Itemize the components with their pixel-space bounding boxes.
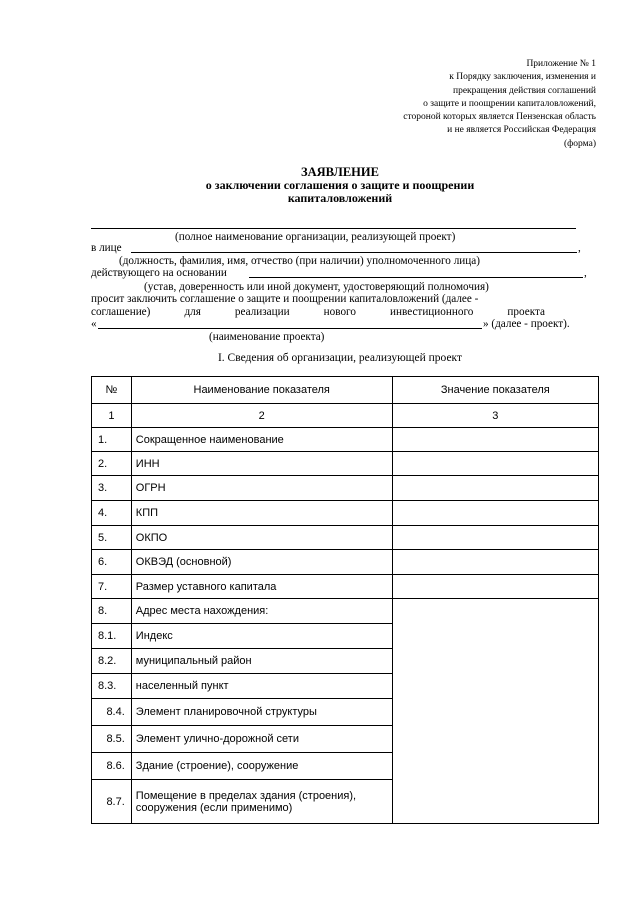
table-row — [92, 575, 599, 599]
project-name-caption: (наименование проекта) — [209, 331, 325, 343]
row-value-cell[interactable] — [392, 476, 598, 501]
in-person-label: в лице — [91, 242, 122, 254]
org-name-caption: (полное наименование организации, реализующей проект) — [175, 231, 456, 243]
row-number: 7. — [92, 575, 132, 599]
header-indicator-name: Наименование показателя — [131, 377, 392, 404]
header-number: № — [92, 377, 132, 404]
table-row — [92, 428, 599, 452]
basis-field[interactable] — [249, 277, 583, 278]
row-number: 6. — [92, 550, 132, 575]
table-numbering-row — [92, 404, 599, 428]
row-value-cell[interactable] — [392, 501, 598, 526]
row-indicator-name: Адрес места нахождения: — [131, 599, 392, 624]
basis-caption: (устав, доверенность или иной документ, удостоверяющий полномочия) — [144, 281, 489, 293]
document-heading — [90, 166, 590, 205]
address-value-cell[interactable] — [392, 599, 598, 824]
document-title: ЗАЯВЛЕНИЕ — [301, 165, 379, 179]
row-value-cell[interactable] — [392, 452, 598, 476]
row-number: 3. — [92, 476, 132, 501]
row-indicator-name: Помещение в пределах здания (строения), сооружения (если применимо) — [131, 780, 392, 824]
person-caption: (должность, фамилия, имя, отчество (при наличии) уполномоченного лица) — [119, 255, 480, 267]
appendix-line: к Порядку заключения, изменения и — [449, 72, 596, 83]
row-indicator-name: Здание (строение), сооружение — [131, 753, 392, 780]
basis-comma: , — [584, 267, 587, 279]
row-number: 8.4. — [92, 699, 132, 726]
row-indicator-name: Размер уставного капитала — [131, 575, 392, 599]
section-title: I. Сведения об организации, реализующей проект — [217, 352, 463, 364]
appendix-note — [336, 58, 596, 151]
quote-open: « — [91, 318, 97, 330]
row-indicator-name: ИНН — [131, 452, 392, 476]
row-value-cell[interactable] — [392, 575, 598, 599]
request-word: для — [184, 306, 201, 318]
basis-label: действующего на основании — [91, 267, 227, 279]
request-word: инвестиционного — [390, 306, 474, 318]
row-number: 4. — [92, 501, 132, 526]
document-subtitle: о заключении соглашения о защите и поощрении — [205, 178, 475, 192]
request-word: реализации — [234, 306, 290, 318]
table-row — [92, 452, 599, 476]
request-word: соглашение) — [91, 306, 151, 318]
row-value-cell[interactable] — [392, 550, 598, 575]
row-number: 8.7. — [92, 780, 132, 824]
appendix-line: стороной которых является Пензенская область — [403, 112, 596, 123]
person-field[interactable] — [131, 252, 577, 253]
row-number: 1. — [92, 428, 132, 452]
row-number: 8.2. — [92, 649, 132, 674]
request-text-line1: просит заключить соглашение о защите и поощрении капиталовложений (далее - — [91, 293, 479, 305]
appendix-line: Приложение № 1 — [526, 59, 596, 69]
header-indicator-value: Значение показателя — [392, 377, 598, 404]
request-text-line2 — [91, 305, 545, 319]
row-value-cell[interactable] — [392, 428, 598, 452]
table-row — [92, 526, 599, 550]
table-row — [92, 501, 599, 526]
row-indicator-name: Элемент улично-дорожной сети — [131, 726, 392, 753]
request-word: проекта — [507, 306, 545, 318]
in-person-comma: , — [578, 242, 581, 254]
row-indicator-name: ОГРН — [131, 476, 392, 501]
row-number: 8.1. — [92, 624, 132, 649]
appendix-line: и не является Российская Федерация — [447, 125, 596, 136]
document-subtitle: капиталовложений — [287, 191, 393, 205]
row-number: 8.3. — [92, 674, 132, 699]
appendix-line: (форма) — [563, 138, 596, 149]
row-indicator-name: Элемент планировочной структуры — [131, 699, 392, 726]
table-row — [92, 550, 599, 575]
row-indicator-name: Индекс — [131, 624, 392, 649]
column-number: 3 — [392, 404, 598, 428]
row-indicator-name: ОКВЭД (основной) — [131, 550, 392, 575]
quote-close: » (далее - проект). — [483, 318, 570, 330]
request-word: нового — [323, 306, 356, 318]
row-number: 2. — [92, 452, 132, 476]
column-number: 2 — [131, 404, 392, 428]
appendix-line: о защите и поощрении капиталовложений, — [423, 98, 596, 109]
row-indicator-name: муниципальный район — [131, 649, 392, 674]
appendix-line: прекращения действия соглашений — [452, 85, 596, 96]
row-number: 8.6. — [92, 753, 132, 780]
row-value-cell[interactable] — [392, 526, 598, 550]
table-row — [92, 476, 599, 501]
row-indicator-name: ОКПО — [131, 526, 392, 550]
project-name-field[interactable] — [98, 328, 482, 329]
row-number: 8. — [92, 599, 132, 624]
row-indicator-name: КПП — [131, 501, 392, 526]
org-name-field[interactable] — [91, 228, 576, 229]
row-indicator-name: населенный пункт — [131, 674, 392, 699]
table-row — [92, 599, 599, 624]
organization-info-table — [91, 376, 599, 824]
row-number: 8.5. — [92, 726, 132, 753]
row-indicator-name: Сокращенное наименование — [131, 428, 392, 452]
row-number: 5. — [92, 526, 132, 550]
column-number: 1 — [92, 404, 132, 428]
table-header-row — [92, 377, 599, 404]
